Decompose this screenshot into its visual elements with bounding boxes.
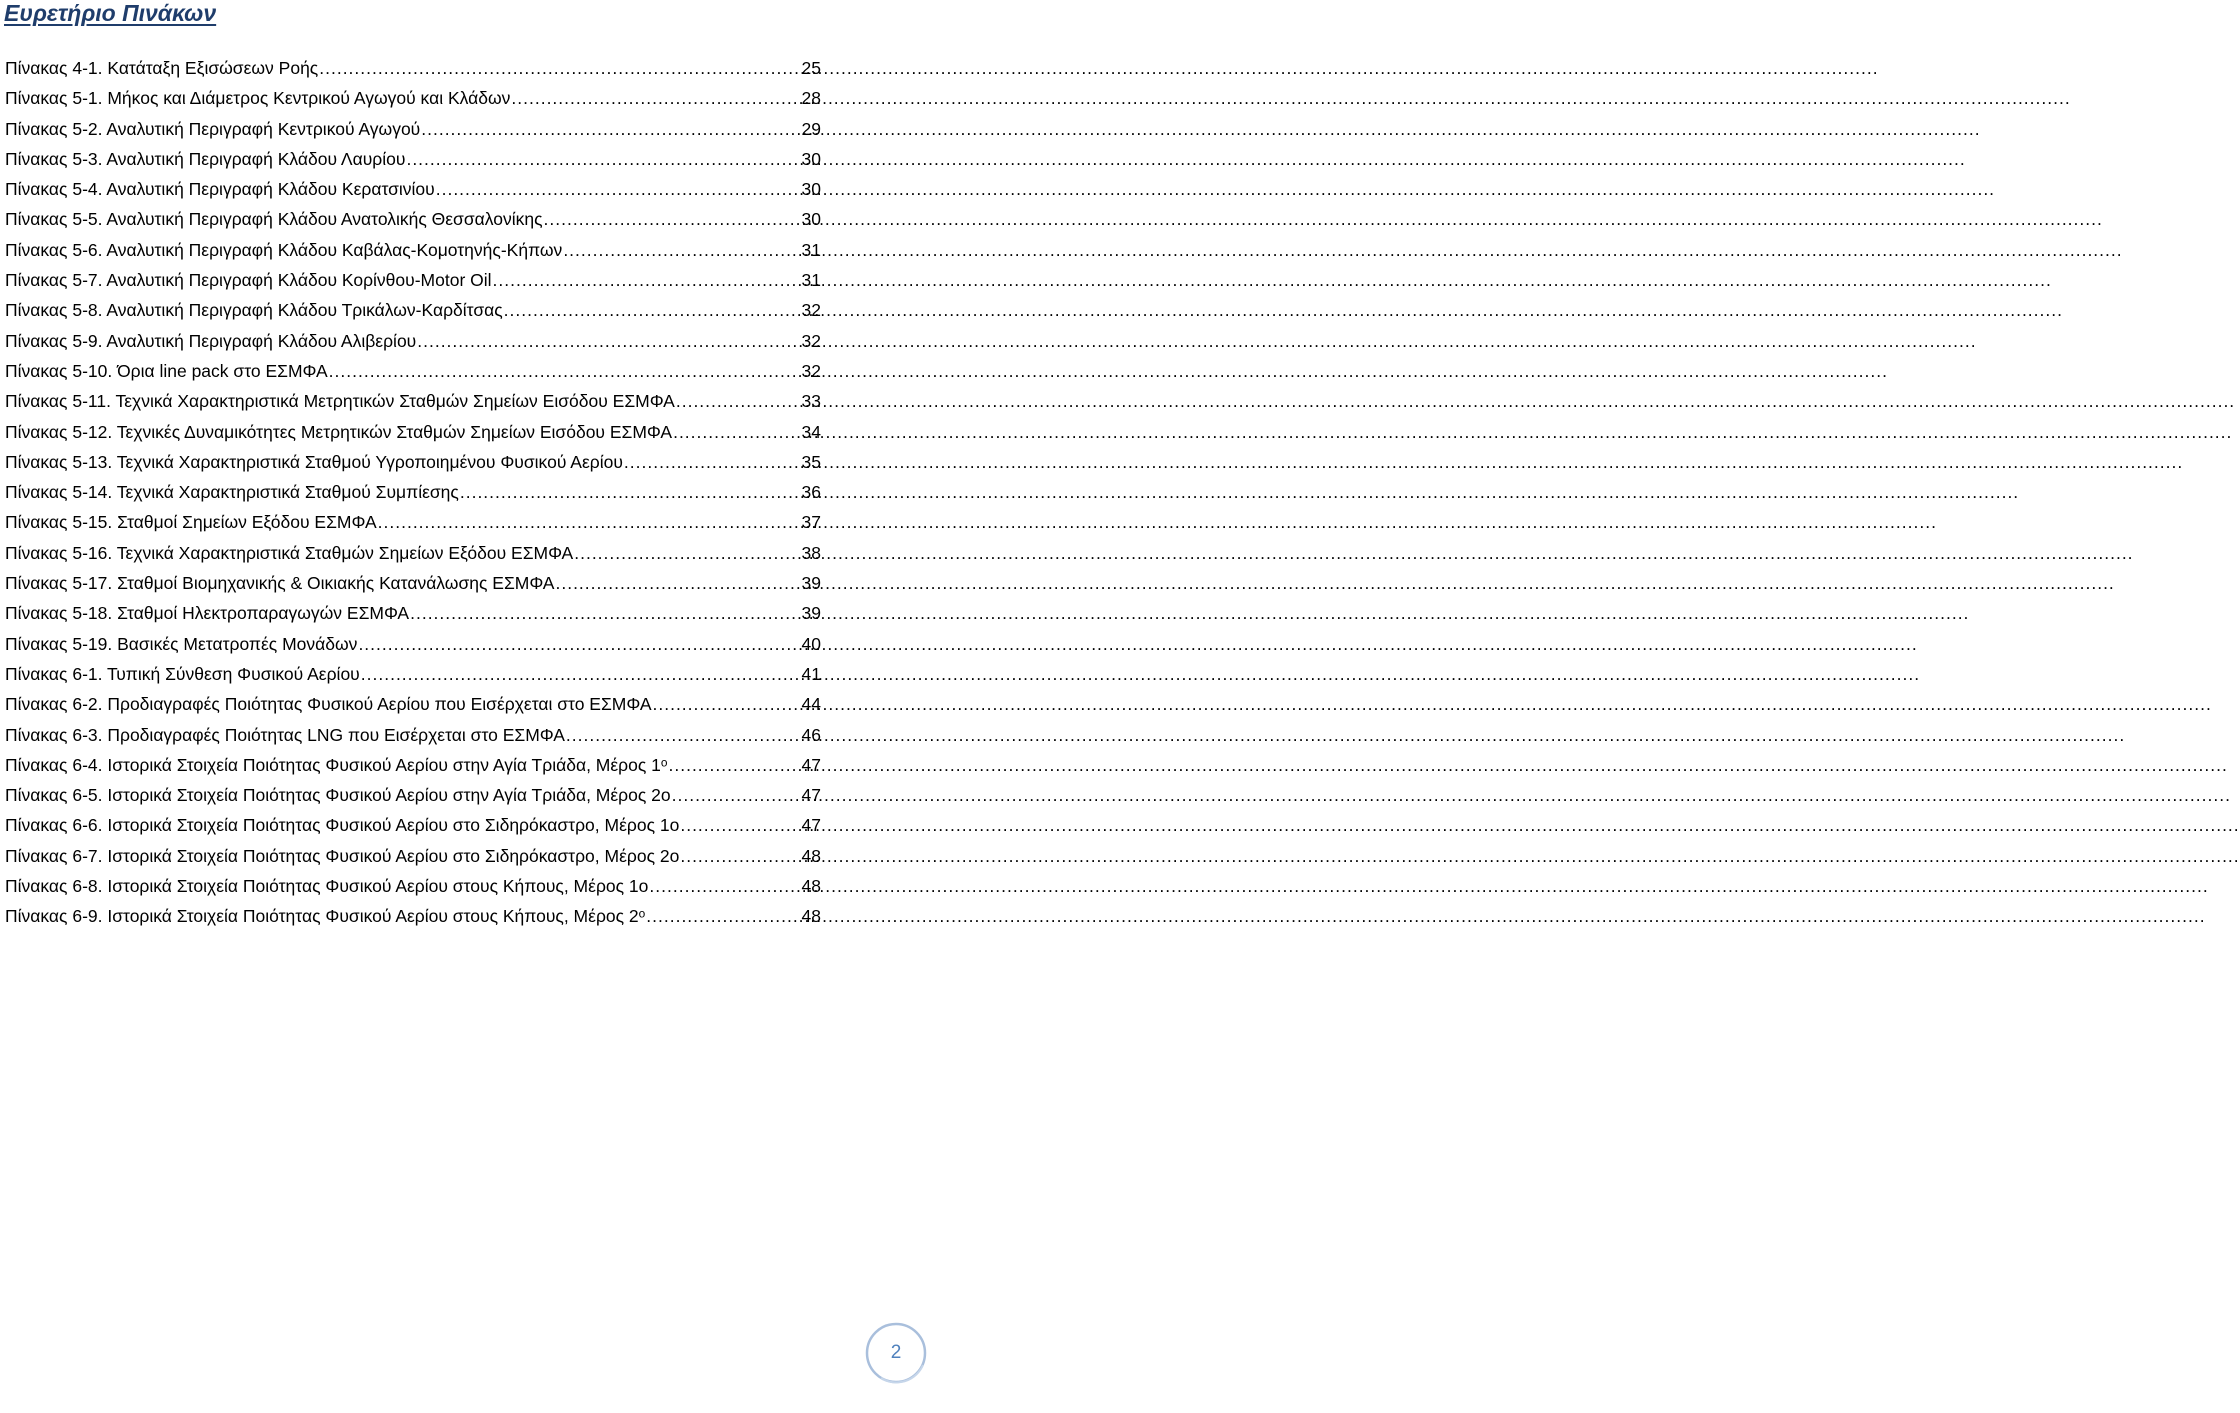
toc-entry-label: Πίνακας 6-7. Ιστορικά Στοιχεία Ποιότητας Φυσικού Αερίου στο Σιδηρόκαστρο, Μέρος 2ο bbox=[5, 845, 680, 866]
toc-entry[interactable] bbox=[5, 235, 821, 265]
toc-entry[interactable] bbox=[5, 265, 821, 295]
toc-leader-dots bbox=[649, 871, 799, 901]
toc-entry[interactable] bbox=[5, 174, 821, 204]
toc-entry-page: 39 bbox=[801, 603, 821, 624]
toc-leader-dots bbox=[493, 265, 800, 295]
toc-leader-dots bbox=[504, 295, 800, 325]
toc-entry-page: 29 bbox=[801, 118, 821, 139]
toc-entry-label: Πίνακας 5-9. Αναλυτική Περιγραφή Κλάδου Αλιβερίου bbox=[5, 330, 417, 351]
toc-entry-page: 39 bbox=[801, 573, 821, 594]
toc-leader-dots bbox=[436, 174, 800, 204]
toc-entry-label: Πίνακας 5-11. Τεχνικά Χαρακτηριστικά Μετρητικών Σταθμών Σημείων Εισόδου ΕΣΜΦΑ bbox=[5, 391, 675, 412]
toc-entry-page: 30 bbox=[801, 148, 821, 169]
toc-leader-dots bbox=[460, 477, 800, 507]
toc-entry[interactable] bbox=[5, 447, 821, 477]
toc-entry-page: 30 bbox=[801, 179, 821, 200]
toc-leader-dots bbox=[319, 53, 799, 83]
toc-entry-page: 47 bbox=[801, 815, 821, 836]
toc-entry-page: 37 bbox=[801, 512, 821, 533]
toc-leader-dots bbox=[361, 659, 800, 689]
toc-entry-page: 34 bbox=[801, 421, 821, 442]
toc-entry-label: Πίνακας 4-1. Κατάταξη Εξισώσεων Ροής bbox=[5, 58, 319, 78]
toc-entry[interactable] bbox=[5, 841, 821, 871]
toc-entry-label: Πίνακας 5-19. Βασικές Μετατροπές Μονάδων bbox=[5, 633, 358, 654]
page-number-badge bbox=[865, 1322, 955, 1412]
toc-entry[interactable] bbox=[5, 568, 821, 598]
toc-entry-page: 40 bbox=[801, 633, 821, 654]
toc-entry[interactable] bbox=[5, 629, 821, 659]
toc-entry-page: 30 bbox=[801, 209, 821, 230]
toc-entry-label: Πίνακας 6-9. Ιστορικά Στοιχεία Ποιότητας Φυσικού Αερίου στους Κήπους, Μέρος 2ᵒ bbox=[5, 906, 646, 927]
toc-entry[interactable] bbox=[5, 598, 821, 628]
toc-entry-page: 38 bbox=[801, 542, 821, 563]
toc-entry[interactable] bbox=[5, 83, 821, 113]
toc-entry-page: 32 bbox=[801, 360, 821, 381]
toc-entry-label: Πίνακας 5-8. Αναλυτική Περιγραφή Κλάδου Τρικάλων-Καρδίτσας bbox=[5, 300, 503, 321]
table-of-contents bbox=[5, 53, 821, 932]
toc-leader-dots bbox=[563, 235, 799, 265]
toc-entry[interactable] bbox=[5, 326, 821, 356]
toc-entry-label: Πίνακας 5-18. Σταθμοί Ηλεκτροπαραγωγών ΕΣΜΦΑ bbox=[5, 603, 410, 624]
toc-entry[interactable] bbox=[5, 144, 821, 174]
toc-entry[interactable] bbox=[5, 295, 821, 325]
toc-leader-dots bbox=[358, 629, 799, 659]
toc-entry[interactable] bbox=[5, 204, 821, 234]
toc-entry[interactable] bbox=[5, 477, 821, 507]
toc-entry-label: Πίνακας 6-5. Ιστορικά Στοιχεία Ποιότητας Φυσικού Αερίου στην Αγία Τριάδα, Μέρος 2ο bbox=[5, 785, 671, 806]
toc-entry-page: 48 bbox=[801, 876, 821, 897]
toc-entry[interactable] bbox=[5, 538, 821, 568]
toc-entry-label: Πίνακας 5-3. Αναλυτική Περιγραφή Κλάδου Λαυρίου bbox=[5, 148, 406, 169]
toc-entry-page: 33 bbox=[801, 391, 821, 412]
toc-leader-dots bbox=[544, 204, 800, 234]
page-number: 2 bbox=[890, 1342, 902, 1363]
toc-entry-page: 46 bbox=[801, 724, 821, 745]
toc-entry[interactable] bbox=[5, 114, 821, 144]
toc-leader-dots bbox=[406, 144, 799, 174]
toc-leader-dots bbox=[417, 326, 799, 356]
toc-entry-label: Πίνακας 6-2. Προδιαγραφές Ποιότητας Φυσικού Αερίου που Εισέρχεται στο ΕΣΜΦΑ bbox=[5, 694, 652, 715]
toc-entry-page: 48 bbox=[801, 845, 821, 866]
toc-entry[interactable] bbox=[5, 810, 821, 840]
toc-entry-label: Πίνακας 6-4. Ιστορικά Στοιχεία Ποιότητας Φυσικού Αερίου στην Αγία Τριάδα, Μέρος 1ᵒ bbox=[5, 754, 668, 775]
toc-leader-dots bbox=[329, 356, 800, 386]
toc-entry[interactable] bbox=[5, 507, 821, 537]
toc-entry[interactable] bbox=[5, 780, 821, 810]
toc-entry-page: 47 bbox=[801, 785, 821, 806]
toc-entry[interactable] bbox=[5, 901, 821, 931]
toc-entry-label: Πίνακας 5-7. Αναλυτική Περιγραφή Κλάδου Κορίνθου-Motor Oil bbox=[5, 270, 492, 291]
toc-entry-label: Πίνακας 5-5. Αναλυτική Περιγραφή Κλάδου Ανατολικής Θεσσαλονίκης bbox=[5, 209, 543, 230]
toc-leader-dots bbox=[511, 83, 799, 113]
toc-entry[interactable] bbox=[5, 720, 821, 750]
page-title: Ευρετήριο Πινάκων bbox=[4, 0, 217, 26]
toc-entry-page: 48 bbox=[801, 906, 821, 927]
toc-leader-dots bbox=[672, 780, 800, 810]
toc-leader-dots bbox=[676, 386, 800, 416]
toc-entry-label: Πίνακας 5-6. Αναλυτική Περιγραφή Κλάδου Καβάλας-Κομοτηνής-Κήπων bbox=[5, 239, 563, 260]
toc-leader-dots bbox=[673, 417, 799, 447]
toc-entry-label: Πίνακας 5-13. Τεχνικά Χαρακτηριστικά Σταθμού Υγροποιημένου Φυσικού Αερίου bbox=[5, 451, 623, 472]
toc-entry-label: Πίνακας 6-6. Ιστορικά Στοιχεία Ποιότητας Φυσικού Αερίου στο Σιδηρόκαστρο, Μέρος 1ο bbox=[5, 815, 680, 836]
toc-entry-label: Πίνακας 5-10. Όρια line pack στο ΕΣΜΦΑ bbox=[5, 360, 328, 381]
toc-entry-page: 32 bbox=[801, 330, 821, 351]
toc-leader-dots bbox=[378, 507, 800, 537]
toc-entry-page: 32 bbox=[801, 300, 821, 321]
toc-entry-label: Πίνακας 5-17. Σταθμοί Βιομηχανικής & Οικιακής Κατανάλωσης ΕΣΜΦΑ bbox=[5, 573, 555, 594]
toc-entry[interactable] bbox=[5, 750, 821, 780]
toc-entry[interactable] bbox=[5, 659, 821, 689]
toc-leader-dots bbox=[421, 114, 799, 144]
toc-leader-dots bbox=[566, 720, 800, 750]
toc-entry-label: Πίνακας 6-3. Προδιαγραφές Ποιότητας LNG που Εισέρχεται στο ΕΣΜΦΑ bbox=[5, 724, 565, 745]
toc-leader-dots bbox=[555, 568, 799, 598]
toc-leader-dots bbox=[669, 750, 800, 780]
toc-entry[interactable] bbox=[5, 689, 821, 719]
toc-entry[interactable] bbox=[5, 53, 821, 83]
toc-entry-page: 44 bbox=[801, 694, 821, 715]
toc-entry-label: Πίνακας 5-15. Σταθμοί Σημείων Εξόδου ΕΣΜΦΑ bbox=[5, 512, 377, 533]
toc-entry-page: 47 bbox=[801, 754, 821, 775]
toc-entry-label: Πίνακας 5-4. Αναλυτική Περιγραφή Κλάδου Κερατσινίου bbox=[5, 179, 435, 200]
toc-entry-label: Πίνακας 6-1. Τυπική Σύνθεση Φυσικού Αερίου bbox=[5, 663, 360, 684]
toc-entry-page: 31 bbox=[801, 239, 821, 260]
toc-entry-label: Πίνακας 5-12. Τεχνικές Δυναμικότητες Μετρητικών Σταθμών Σημείων Εισόδου ΕΣΜΦΑ bbox=[5, 421, 673, 442]
toc-leader-dots bbox=[680, 810, 799, 840]
toc-leader-dots bbox=[410, 598, 799, 628]
toc-leader-dots bbox=[624, 447, 800, 477]
toc-entry-page: 41 bbox=[801, 663, 821, 684]
toc-entry-page: 25 bbox=[801, 58, 821, 78]
toc-entry-page: 35 bbox=[801, 451, 821, 472]
toc-entry-label: Πίνακας 5-14. Τεχνικά Χαρακτηριστικά Σταθμού Συμπίεσης bbox=[5, 482, 459, 503]
toc-entry-page: 31 bbox=[801, 270, 821, 291]
toc-entry[interactable] bbox=[5, 417, 821, 447]
toc-leader-dots bbox=[653, 689, 800, 719]
toc-entry[interactable] bbox=[5, 356, 821, 386]
toc-entry[interactable] bbox=[5, 871, 821, 901]
toc-entry-label: Πίνακας 5-16. Τεχνικά Χαρακτηριστικά Σταθμών Σημείων Εξόδου ΕΣΜΦΑ bbox=[5, 542, 574, 563]
toc-entry-label: Πίνακας 6-8. Ιστορικά Στοιχεία Ποιότητας Φυσικού Αερίου στους Κήπους, Μέρος 1ο bbox=[5, 876, 649, 897]
toc-entry-label: Πίνακας 5-1. Μήκος και Διάμετρος Κεντρικού Αγωγού και Κλάδων bbox=[5, 88, 511, 109]
toc-leader-dots bbox=[646, 901, 799, 931]
toc-entry-page: 28 bbox=[801, 88, 821, 109]
toc-entry[interactable] bbox=[5, 386, 821, 416]
toc-entry-label: Πίνακας 5-2. Αναλυτική Περιγραφή Κεντρικού Αγωγού bbox=[5, 118, 421, 139]
toc-leader-dots bbox=[574, 538, 799, 568]
toc-entry-page: 36 bbox=[801, 482, 821, 503]
toc-leader-dots bbox=[680, 841, 799, 871]
